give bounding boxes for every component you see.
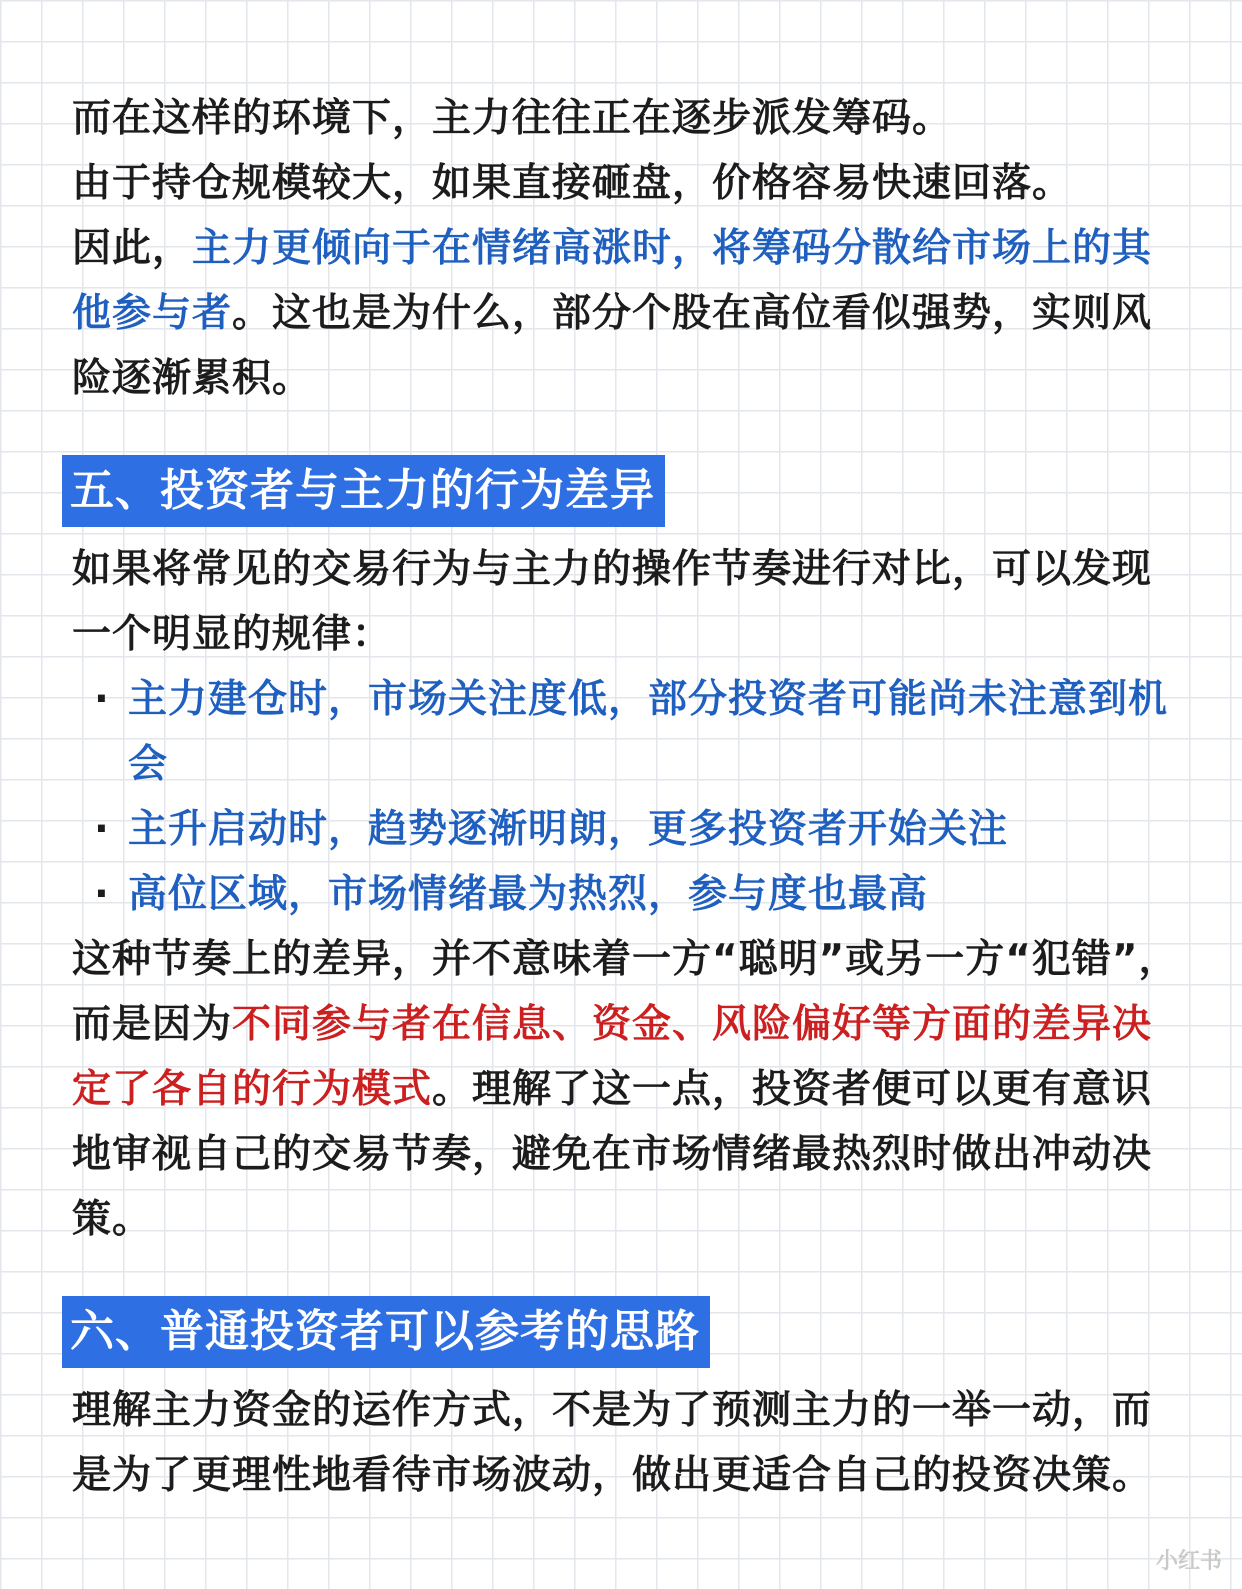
list-item — [94, 797, 1182, 862]
paragraph-rhythm-difference — [72, 927, 1182, 1252]
blue-emphasis-text: 主力更倾向于在情绪高涨时，将筹码分散给市场上的其他参与者 — [72, 226, 1153, 336]
bullet-dot-icon: · — [94, 807, 110, 852]
paragraph-therefore — [72, 216, 1182, 411]
rhythm-prefix: 这种节奏上的差异，并不意味着一方“聪明”或另一方“犯错”，而是因为 — [72, 937, 1179, 1047]
bullet-text: 主力建仓时，市场关注度低，部分投资者可能尚未注意到机会 — [128, 677, 1169, 787]
watermark-logo: 小红书 — [1155, 1549, 1222, 1574]
bullet-dot-icon: · — [94, 677, 110, 722]
rhythm-suffix: 。理解了这一点，投资者便可以更有意识地审视自己的交易节奏，避免在市场情绪最热烈时做出冲动决策。 — [72, 1067, 1153, 1242]
paragraph-distribution: 而在这样的环境下，主力往往正在逐步派发筹码。 — [72, 96, 953, 141]
red-emphasis-text: 不同参与者在信息、资金、风险偏好等方面的差异决定了各自的行为模式 — [72, 1002, 1153, 1112]
article-body — [72, 86, 1182, 1508]
bullet-text: 高位区域，市场情绪最为热烈，参与度也最高 — [128, 872, 929, 917]
section-heading-five: 五、投资者与主力的行为差异 — [62, 455, 665, 527]
bullet-text: 主升启动时，趋势逐渐明朗，更多投资者开始关注 — [128, 807, 1009, 852]
paragraph-comparison-intro: 如果将常见的交易行为与主力的操作节奏进行对比，可以发现一个明显的规律： — [72, 547, 1153, 657]
paragraph-price-fall: 由于持仓规模较大，如果直接砸盘，价格容易快速回落。 — [72, 161, 1073, 206]
therefore-prefix: 因此， — [72, 226, 193, 271]
bullet-dot-icon: · — [94, 872, 110, 917]
list-item — [94, 862, 1182, 927]
behavior-bullet-list — [72, 667, 1182, 927]
section-heading-six: 六、普通投资者可以参考的思路 — [62, 1296, 710, 1368]
list-item — [94, 667, 1182, 797]
paragraph-understanding: 理解主力资金的运作方式，不是为了预测主力的一举一动，而是为了更理性地看待市场波动，做出更适合自己的投资决策。 — [72, 1388, 1153, 1498]
therefore-suffix: 。这也是为什么，部分个股在高位看似强势，实则风险逐渐累积。 — [72, 291, 1153, 401]
